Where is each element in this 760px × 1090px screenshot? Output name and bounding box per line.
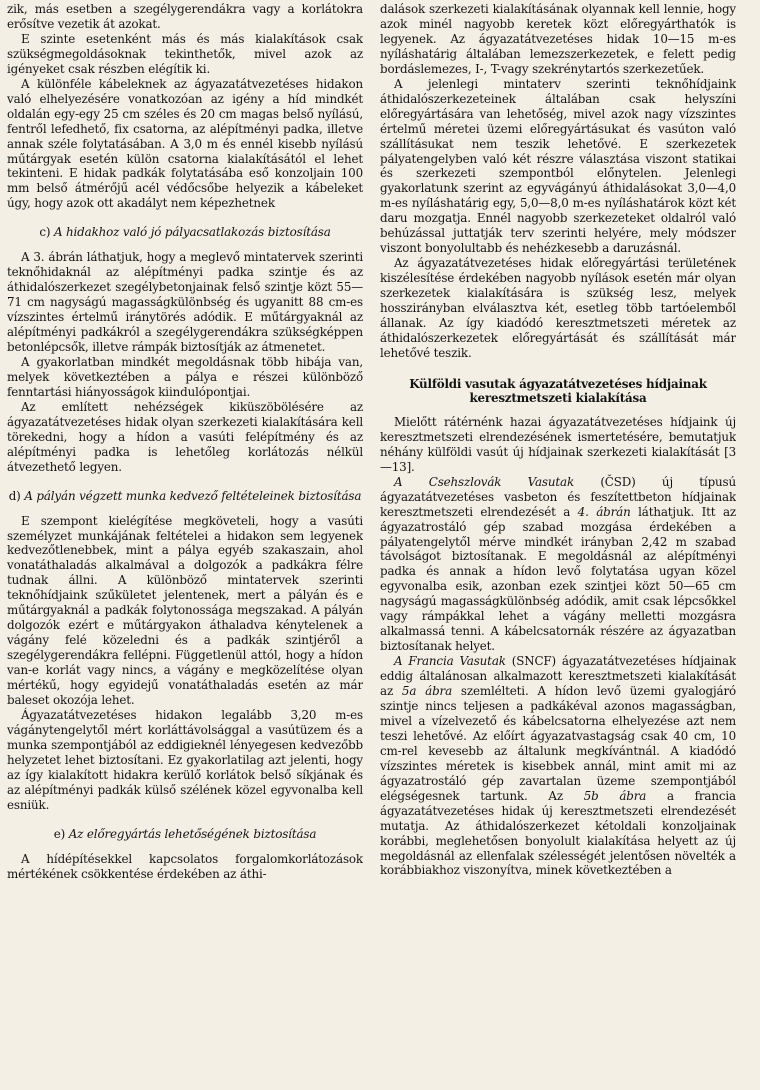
right-column [380,2,736,1090]
paragraph: A különféle kábeleknek az ágyazatátvezetéses hidakon való elhelyezésére vonatkozóan az igény a híd mindkét oldalán egy-egy 25 cm széles és 20 cm magas belső nyílású, fentről lefedhető, fix csatorna, az alépítményi padka, illetve annak széle folytatásában. A 3,0 m és ennél kisebb nyílású műtárgyak esetén külön csatorna kialakításától el lehet tekinteni. E hidak padkák folytatásába eső konzoljain 100 mm belső átmérőjű acél védőcsőbe helyezik a kábeleket úgy, hogy azok ott akadályt nem képezhetnek [7,76,363,211]
section-prefix: d) [8,488,21,503]
section-title: Az előregyártás lehetőségének biztosítása [68,826,317,841]
paragraph: Az ágyazatátvezetéses hidak előregyártási területének kiszélesítése érdekében nagyobb nyílások esetén már olyan szerkezetek kialakítására is szükség lesz, melyek hosszirányban elválasztva két, esetleg több tartóelemből állanak. Az így kiadódó keresztmetszeti méretek az áthidalószerkezetek előregyártását és szállítását már lehetővé teszik. [380,256,736,360]
paragraph: A 3. ábrán láthatjuk, hogy a meglevő mintatervek szerinti teknőhidaknál az alépítményi padka szintje és az áthidalószerkezet szegélybetonjainak felső szintje közt 55—71 cm nagyságú magasságkülönbség és ugyanitt 88 cm-es vízszintes értelmű iránytörés adódik. E műtárgyaknál az alépítményi padkákról a szegélygerendákra szükségképpen betonlépcsők, illetve rámpák biztosítják az átmenetet. [7,250,363,355]
paragraph: A jelenlegi mintaterv szerinti teknőhídjaink áthidalószerkezeteinek általában csak helyszíni előregyártására van lehetőség, mivel azok nagy vízszintes értelmű méretei üzemi előregyártásukat és vasúton való szállításukat nem teszik lehetővé. E szerkezetek pályatengelyben való két részre választása viszont statikai és szerkezeti szempontból előnytelen. Jelenlegi gyakorlatunk szerint az egyvágányú áthidalásokat 3,0—4,0 m-es nyíláshatárig egy, 5,0—8,0 m-es nyíláshatárok közt két daru mozgatja. Ennél nagyobb szerkezeteket oldalról való behúzással juttatják terv szerinti helyére, mely módszer viszont bonyolultabb és nehézkesebb a daruzásnál. [380,76,736,256]
text-run: (ČSD) új típusú ágyazatátvezetéses vasbeton és feszítettbeton hídjainak keresztmetszeti elrendezését a [380,474,736,519]
paragraph: E szempont kielégítése megköveteli, hogy a vasúti személyzet munkájának feltételei a hidakon sem legyenek kedvezőtlenebbek, mint a pálya egyéb szakaszain, ahol vonatáthaladás alkalmával a dolgozók a padkákra félre tudnak állni. A különböző mintatervek szerinti teknőhídjaink szűkületet jelentenek, mert a pályán és e műtárgyaknál a padkák folytonossága megszakad. A pályán dolgozók ezért e műtárgyakon áthaladva kénytelenek a vágány felé közeledni és a padkák szintjéről a szegélygerendákra fellépni. Függetlenül attól, hogy a hídon van-e korlát vagy nincs, a vágány e megközelítése olyan mértékű, hogy egyidejű vonatáthaladás esetén az már baleset okozója lehet. [7,513,363,707]
figure-ref: 5b ábra [583,788,647,803]
paragraph: Az említett nehézségek kiküszöbölésére az ágyazatátvezetéses hidak olyan szerkezeti kialakítására kell törekedni, hogy a hídon a vasúti felépítmény és az alépítményi padka is lehetőleg korlátozás nélkül átvezethető legyen. [7,399,363,474]
railway-name: A Francia Vasutak [394,654,506,669]
paragraph: A hídépítésekkel kapcsolatos forgalomkorlátozások mértékének csökkentése érdekében az áthi- [7,851,363,881]
paragraph: Ágyazatátvezetéses hidakon legalább 3,20 m-es vágánytengelytől mért korláttávolsággal a vasútüzem és a munka szempontjából az eddigieknél lényegesen kedvezőbb helyzetet lehet biztosítani. Ez gyakorlatilag azt jelenti, hogy az így kialakított hidakra kerülő korlátok belső síkjának és az alépítményi padkák külső szélének közel egyvonalba kell esniük. [7,707,363,812]
paragraph: A gyakorlatban mindkét megoldásnak több hibája van, melyek következtében a pálya e részei különböző fenntartási hiányosságok kiindulópontjai. [7,354,363,399]
text-run: szemlélteti. A hídon levő üzemi gyalogjáró szintje nincs teljesen a padkákéval azonos magasságban, mivel a vízelvezető és kábelcsatorna elhelyezése azt nem teszi lehetővé. Az előírt ágyazatvastagság csak 40 cm, 10 cm-rel kevesebb az általunk megkívántnál. A kiadódó vízszintes méretek is kisebbek annál, mint amit mi az ágyazatrostáló gép zavartalan üzeme szempontjából elégségesnek tartunk. Az [380,684,736,803]
section-heading-d [7,489,363,504]
paragraph-csd [380,475,736,654]
main-heading: Külföldi vasutak ágyazatátvezetéses hídjainak keresztmetszeti kialakítása [409,376,707,406]
left-column [7,2,363,1090]
paragraph: Mielőtt rátérnénk hazai ágyazatátvezetéses hídjaink új keresztmetszeti elrendezésének ismertetésére, bemutatjuk néhány külföldi vasút új hídjainak szerkezeti kialakítását [3—13]. [380,414,736,474]
section-heading-e [7,827,363,842]
paragraph: E szinte esetenként más és más kialakítások csak szükségmegoldásoknak tekinthetők, mivel azok az igényeket csak részben elégítik ki. [7,31,363,76]
text-run: láthatjuk. Itt az ágyazatrostáló gép szabad mozgása érdekében a pályatengelytől mérve mindkét irányban 2,42 m szabad távolságot biztosítanak. E megoldásnál az alépítményi padka és annak a hídon levő folytatása ugyan közel egyvonalba esik, azonban ezek szintjei közt 50—65 cm nagyságú magasságkülönbség adódik, amit csak lépcsőkkel vagy rámpákkal lehet a vágány melletti mozgásra alkalmassá tenni. A kábelcsatornák részére az ágyazatban biztosítanak helyet. [380,504,736,654]
railway-name: A Csehszlovák Vasutak [394,474,575,489]
section-prefix: e) [53,826,66,841]
paragraph: zik, más esetben a szegélygerendákra vagy a korlátokra erősítve vezetik át azokat. [7,2,363,31]
paragraph-sncf [380,654,736,878]
figure-ref: 5a ábra [401,684,453,699]
paragraph: dalások szerkezeti kialakításának olyannak kell lennie, hogy azok minél nagyobb keretek közt előregyárthatók is legyenek. Az ágyazatátvezetéses hidak 10—15 m-es nyíláshatárig általában lemezszerkezetek, e felett pedig bordáslemezes, I-, T-vagy szekrénytartós szerkezetűek. [380,2,736,76]
section-title: A pályán végzett munka kedvező feltételeinek biztosítása [24,488,362,503]
section-heading-c [7,225,363,240]
section-title: A hidakhoz való jó pályacsatlakozás biztosítása [53,225,331,240]
figure-ref: 4. ábrán [577,504,631,519]
text-run: a francia ágyazatátvezetéses hidak új keresztmetszeti elrendezését mutatja. Az áthidalószerkezet kétoldali konzoljainak korábbi, meglehetősen bonyolult kialakítása helyett az új megoldásnál az ellenfalak szélességét jelentősen növelték a korábbiakhoz viszonyítva, minek következtében a [380,788,736,878]
text-run: (SNCF) ágyazatátvezetéses hídjainak eddig általánosan alkalmazott keresztmetszeti kialakítását az [380,654,736,699]
section-prefix: c) [39,225,51,240]
